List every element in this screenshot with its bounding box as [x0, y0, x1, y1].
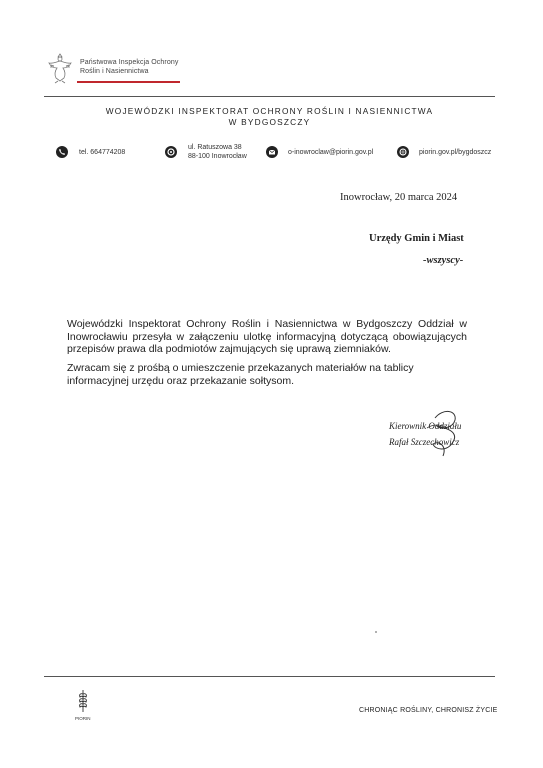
signature-title: Kierownik Oddziału [389, 421, 462, 431]
organization-name [80, 58, 178, 76]
inspectorate-name: WOJEWÓDZKI INSPEKTORAT OCHRONY ROŚLIN I NASIENNICTWA [105, 106, 434, 116]
address-city: 88-100 Inowrocław [188, 153, 247, 160]
mail-icon [266, 146, 278, 158]
location-icon [165, 146, 177, 158]
postal-address [188, 143, 247, 161]
letter-paragraph-1: Wojewódzki Inspektorat Ochrony Roślin i Nasiennictwa w Bydgoszczy Oddział w Inowrocławiu przesyła w załączeniu ulotkę informacyjną dotyczącą obowiązujących przepisów prawa dla podmiotów zajmujących się uprawą ziemniaków. [67, 318, 467, 355]
globe-icon [397, 146, 409, 158]
inspectorate-city: W BYDGOSZCZY [228, 117, 311, 127]
place-and-date: Inowrocław, 20 marca 2024 [340, 192, 458, 203]
recipient-qualifier: -wszyscy- [423, 255, 464, 266]
recipient: Urzędy Gmin i Miast [369, 233, 464, 244]
accent-divider [77, 81, 180, 83]
phone-icon [56, 146, 68, 158]
footer-divider [44, 676, 495, 677]
address-street: ul. Ratuszowa 38 [188, 144, 242, 151]
footer-motto: CHRONIĄC ROŚLINY, CHRONISZ ŻYCIE [359, 707, 498, 714]
website-link[interactable]: piorin.gov.pl/bygdoszcz [419, 149, 492, 156]
phone-number: tel. 664774208 [79, 149, 126, 156]
wheat-logo-icon [72, 688, 94, 714]
organization-name-line2: Roślin i Nasiennictwa [80, 68, 149, 75]
letter-paragraph-2: Zwracam się z prośbą o umieszczenie przekazanych materiałów na tablicy informacyjnej urzędu oraz przekazanie sołtysom. [67, 362, 414, 387]
footer-logo-label: PIORIN [75, 716, 91, 721]
email-link[interactable]: o-inowroclaw@piorin.gov.pl [288, 149, 374, 156]
handwritten-signature [413, 406, 473, 458]
organization-name-line1: Państwowa Inspekcja Ochrony [80, 59, 179, 66]
scan-speck [375, 631, 377, 633]
eagle-emblem-icon [46, 51, 74, 84]
signature-name: Rafał Szczechowicz [389, 437, 460, 447]
header-divider [44, 96, 495, 97]
